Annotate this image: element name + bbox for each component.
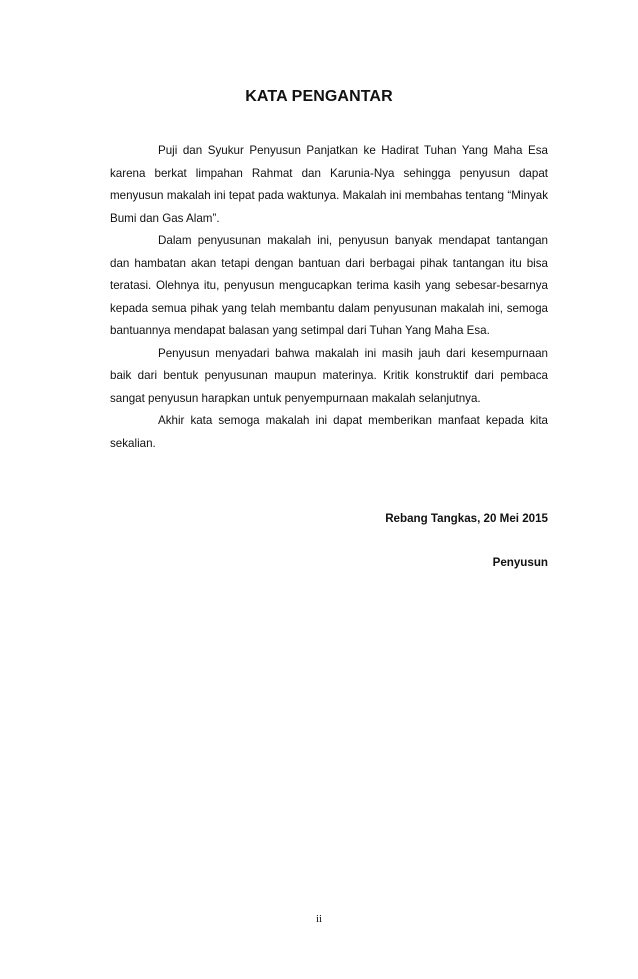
page-title: KATA PENGANTAR	[245, 88, 393, 105]
paragraph-1: Puji dan Syukur Penyusun Panjatkan ke Hadirat Tuhan Yang Maha Esa karena berkat limpahan Rahmat dan Karunia-Nya sehingga penyusun dapat menyusun makalah ini tepat pada waktunya. Makalah ini membahas tentang “Minyak Bumi dan Gas Alam”.	[110, 144, 548, 225]
page-number: ii	[315, 913, 323, 925]
body-text	[110, 140, 548, 455]
paragraph-4: Akhir kata semoga makalah ini dapat memberikan manfaat kepada kita sekalian.	[110, 414, 548, 450]
signatory: Penyusun	[492, 556, 548, 569]
paragraph-2: Dalam penyusunan makalah ini, penyusun banyak mendapat tantangan dan hambatan akan tetapi dengan bantuan dari berbagai pihak tantangan itu bisa teratasi. Olehnya itu, penyusun mengucapkan terima kasih yang sebesar-besarnya kepada semua pihak yang telah membantu dalam penyusunan makalah ini, semoga bantuannya mendapat balasan yang setimpal dari Tuhan Yang Maha Esa.	[110, 234, 548, 337]
paragraph-3: Penyusun menyadari bahwa makalah ini masih jauh dari kesempurnaan baik dari bentuk penyusunan maupun materinya. Kritik konstruktif dari pembaca sangat penyusun harapkan untuk penyempurnaan makalah selanjutnya.	[110, 346, 548, 405]
place-date: Rebang Tangkas, 20 Mei 2015	[385, 512, 548, 525]
